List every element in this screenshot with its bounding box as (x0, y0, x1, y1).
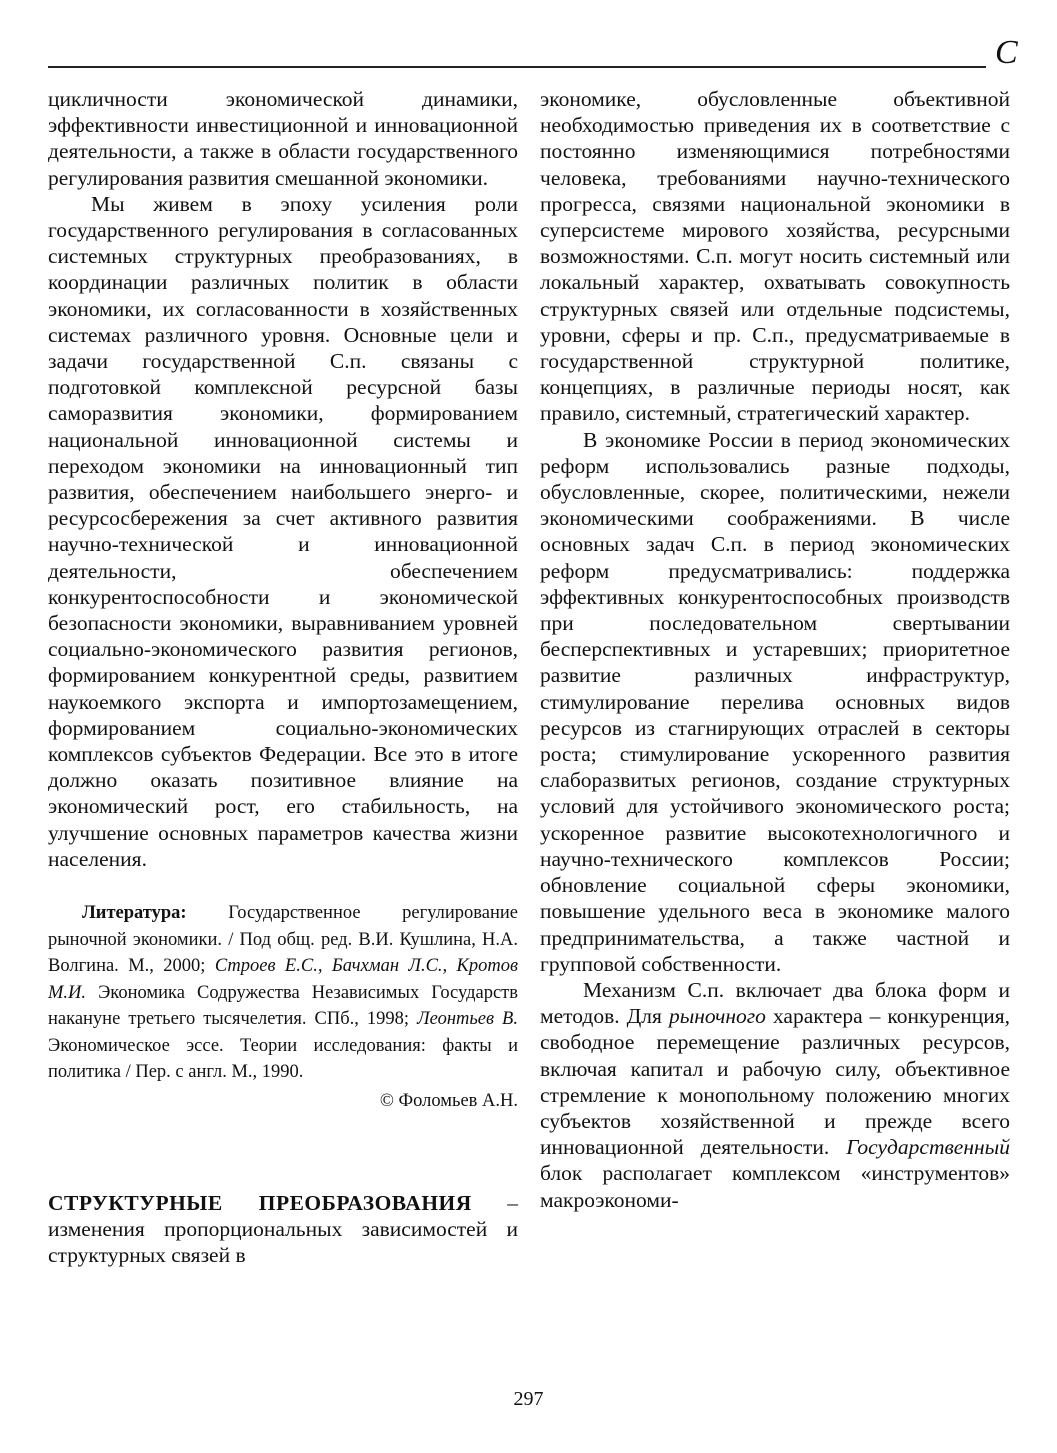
paragraph-text: блок располагает комплексом «инструментов» макроэкономи- (540, 1161, 1010, 1212)
literature-label: Литература: (82, 903, 187, 924)
paragraph-text: характера – конкуренция, свободное перемещение различных ресурсов, включая капитал и рабочую силу, объективное стремление к монопольному положению многих субъектов хозяйственной и прежде всего инновационной деятельности. (540, 1004, 1010, 1160)
paragraph-text: Механизм С.п. включает два блока форм и методов. Для (540, 977, 1010, 1029)
section-letter: С (995, 34, 1018, 71)
literature-text: Экономическое эссе. Теории исследования: факты и политика / Пер. с англ. М., 1990. (48, 1035, 518, 1083)
literature-authors: Строев Е.С., Бачхман Л.С., Кротов М.И. (48, 956, 518, 1003)
right-column (540, 86, 1010, 1213)
dictionary-entry (48, 1190, 518, 1269)
paragraph: цикличности экономической динамики, эффективности инвестиционной и инновационной деятельности, а также в области государственного регулирования развития смешанной экономики. (48, 87, 518, 190)
header-rule (48, 66, 986, 68)
entry-definition: – изменения пропорциональных зависимостей и структурных связей в (48, 1190, 519, 1267)
paragraph: В экономике России в период экономических реформ использовались разные подходы, обусловленные, скорее, политическими, нежели экономическими соображениями. В числе основных задач С.п. в период экономических реформ предусматривались: поддержка эффективных конкурентоспособных производств при последовательном свертывании бесперспективных и устаревших; приоритетное развитие различных инфраструктур, стимулирование перелива основных видов ресурсов из стагнирующих отраслей в секторы роста; стимулирование ускоренного развития слаборазвитых регионов, создание структурных условий для устойчивого экономического роста; ускоренное развитие высокотехнологичного и научно-технического комплексов России; обновление социальной сферы экономики, повышение удельного веса в экономике малого предпринимательства, а также частной и групповой собственности. (540, 427, 1010, 976)
emphasis: рыночного (668, 1004, 766, 1029)
literature-block (48, 900, 518, 1086)
literature-authors: Леонтьев В. (417, 1009, 518, 1030)
literature-text: Экономика Содружества Независимых Государств накануне третьего тысячелетия. СПб., 1998; (48, 982, 518, 1030)
page-number: 297 (513, 1388, 544, 1410)
literature-text: Государственное регулирование рыночной экономики. / Под общ. ред. В.И. Кушлина, Н.А. Волгина. М., 2000; (48, 903, 518, 977)
emphasis: Государственный (846, 1135, 1010, 1160)
paragraph: экономике, обусловленные объективной необходимостью приведения их в соответствие с постоянно изменяющимися потребностями человека, требованиями научно-технического прогресса, связями национальной экономики в суперсистеме мирового хозяйства, ресурсными возможностями. С.п. могут носить системный или локальный характер, охватывать совокупность структурных связей или отдельные подсистемы, уровни, сферы и пр. С.п., предусматриваемые в государственной структурной политике, концепциях, в различные периоды носят, как правило, системный, стратегический характер. (540, 87, 1010, 426)
paragraph: Мы живем в эпоху усиления роли государственного регулирования в согласованных системных структурных преобразованиях, в координации различных политик в области экономики, их согласованности в хозяйственных системах различного уровня. Основные цели и задачи государственной С.п. связаны с подготовкой комплексной ресурсной базы саморазвития экономики, формированием национальной инновационной системы и переходом экономики на инновационный тип развития, обеспечением наибольшего энерго- и ресурсосбережения за счет активного развития научно-технической и инновационной деятельности, обеспечением конкурентоспособности и экономической безопасности экономики, выравниванием уровней социально-экономического развития регионов, формированием конкурентной среды, развитием наукоемкого экспорта и импортозамещением, формированием социально-экономических комплексов субъектов Федерации. Все это в итоге должно оказать позитивное влияние на экономический рост, его стабильность, на улучшение основных параметров качества жизни населения. (48, 191, 518, 871)
left-column (48, 86, 518, 1268)
entry-term: СТРУКТУРНЫЕ ПРЕОБРАЗОВАНИЯ (48, 1190, 472, 1215)
author-signature: © Фоломьев А.Н. (379, 1090, 518, 1111)
paragraph (540, 977, 1010, 1213)
